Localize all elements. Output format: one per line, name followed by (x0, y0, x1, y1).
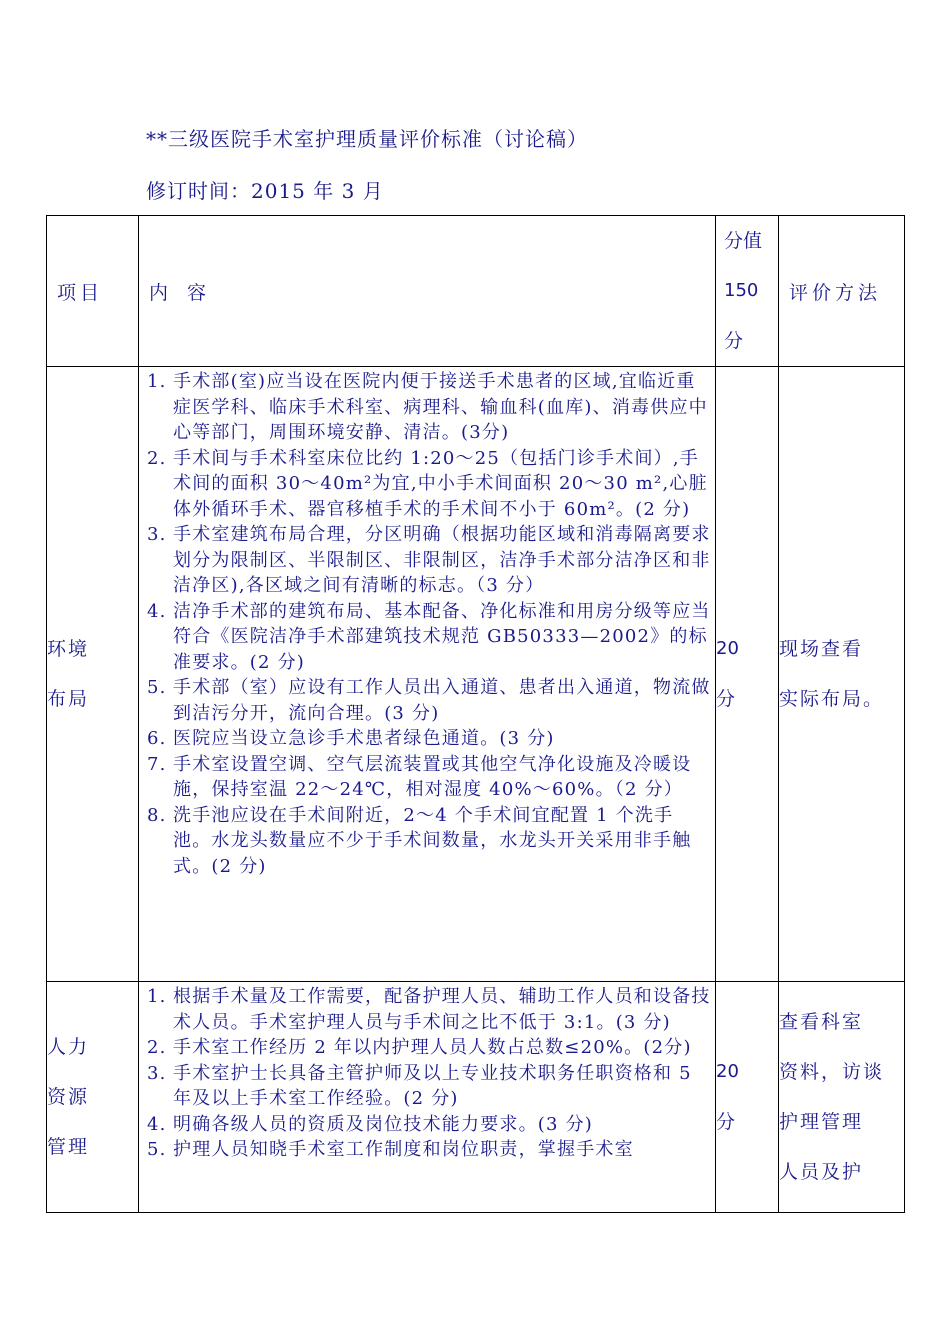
score-value: 20 (716, 638, 739, 659)
score-cell (716, 367, 779, 982)
method-line: 实际布局。 (779, 688, 885, 710)
evaluation-table (46, 215, 905, 1213)
score-cell (716, 982, 779, 1213)
score-unit: 分 (716, 688, 736, 710)
content-cell (139, 367, 716, 982)
item-cell-human-resources (47, 982, 139, 1213)
list-item: 5. 手术部（室）应设有工作人员出入通道、患者出入通道，物流做到洁污分开，流向合理。(3 分) (147, 677, 711, 724)
list-item: 4. 洁净手术部的建筑布局、基本配备、净化标准和用房分级等应当符合《医院洁净手术部建筑技术规范 GB50333—2002》的标准要求。(2 分) (147, 600, 711, 673)
method-line: 查看科室 (779, 1011, 864, 1033)
list-item: 2. 手术室工作经历 2 年以内护理人员人数占总数≤20%。(2分) (147, 1037, 692, 1058)
method-cell (779, 982, 905, 1213)
item-line: 管理 (47, 1136, 90, 1158)
list-item: 8. 洗手池应设在手术间附近，2～4 个手术间宜配置 1 个洗手池。水龙头数量应不少于手术间数量，水龙头开关采用非手触式。(2 分) (147, 804, 692, 877)
content-list (139, 984, 715, 1163)
item-line: 环境 (47, 638, 90, 660)
table-row (47, 982, 905, 1213)
header-score-label: 分值 (724, 230, 763, 252)
content-list (139, 369, 715, 879)
item-line: 布局 (47, 688, 90, 710)
header-method: 评价方法 (779, 216, 905, 367)
method-line: 现场查看 (779, 638, 864, 660)
list-item: 1. 根据手术量及工作需要，配备护理人员、辅助工作人员和设备技术人员。手术室护理人员与手术间之比不低于 3:1。(3 分) (147, 986, 711, 1033)
list-item: 5. 护理人员知晓手术室工作制度和岗位职责，掌握手术室 (147, 1139, 634, 1160)
header-row (47, 216, 905, 367)
content-cell (139, 982, 716, 1213)
method-line: 资料，访谈 (779, 1061, 885, 1083)
method-line: 护理管理 (779, 1111, 864, 1133)
header-score-total: 150 (724, 280, 759, 301)
item-cell-environment (47, 367, 139, 982)
revision-date: 修订时间：2015 年 3 月 (146, 179, 384, 203)
header-item: 项目 (47, 216, 139, 367)
document-title: **三级医院手术室护理质量评价标准（讨论稿） (146, 127, 588, 151)
header-score (716, 216, 779, 367)
list-item: 6. 医院应当设立急诊手术患者绿色通道。(3 分) (147, 728, 555, 749)
method-line: 人员及护 (779, 1161, 864, 1183)
score-value: 20 (716, 1061, 739, 1082)
score-unit: 分 (716, 1111, 736, 1133)
header-score-unit: 分 (724, 330, 744, 352)
list-item: 2. 手术间与手术科室床位比约 1:20～25（包括门诊手术间）,手术间的面积 30～40m²为宜,中小手术间面积 20～30 m²,心脏体外循环手术、器官移植手术的手术间不小于 60m²。(2 分) (147, 447, 708, 520)
list-item: 7. 手术室设置空调、空气层流装置或其他空气净化设施及冷暖设施，保持室温 22～24℃，相对湿度 40%～60%。（2 分） (147, 753, 692, 800)
list-item: 3. 手术室建筑布局合理，分区明确（根据功能区域和消毒隔离要求划分为限制区、半限制区、非限制区，洁净手术部分洁净区和非洁净区),各区域之间有清晰的标志。（3 分） (147, 524, 711, 596)
list-item: 4. 明确各级人员的资质及岗位技术能力要求。(3 分) (147, 1113, 594, 1135)
item-line: 人力 (47, 1036, 90, 1058)
list-item: 1. 手术部(室)应当设在医院内便于接送手术患者的区域,宜临近重症医学科、临床手术科室、病理科、输血科(血库)、消毒供应中心等部门，周围环境安静、清洁。(3分) (147, 371, 708, 443)
header-content: 内 容 (139, 216, 716, 367)
item-line: 资源 (47, 1086, 90, 1108)
method-cell (779, 367, 905, 982)
table-row (47, 367, 905, 982)
list-item: 3. 手术室护士长具备主管护师及以上专业技术职务任职资格和 5 年及以上手术室工作经验。(2 分) (147, 1062, 692, 1109)
